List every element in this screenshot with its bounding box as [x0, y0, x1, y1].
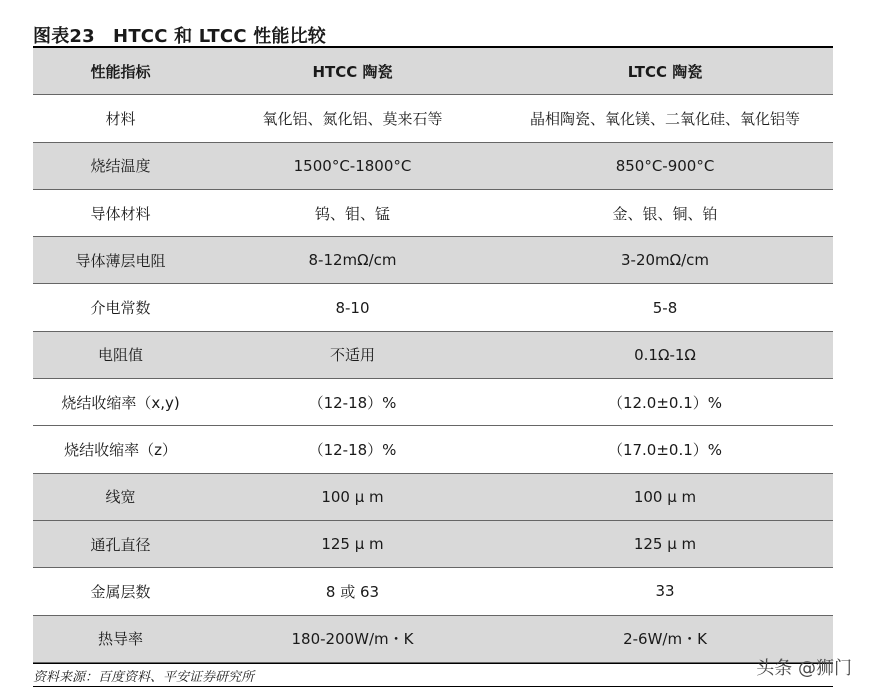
cell-ltcc: 晶相陶瓷、氧化镁、二氧化硅、氧化铝等 — [497, 95, 833, 142]
cell-ltcc: 金、银、铜、铂 — [497, 189, 833, 236]
cell-metric: 烧结收缩率（x,y) — [33, 379, 208, 426]
cell-htcc: 氧化铝、氮化铝、莫来石等 — [208, 95, 497, 142]
table-row — [33, 520, 833, 567]
table-row — [33, 284, 833, 331]
cell-metric: 介电常数 — [33, 284, 208, 331]
source-note: 资料来源：百度资料、平安证券研究所 — [33, 670, 255, 685]
cell-metric: 通孔直径 — [33, 520, 208, 567]
cell-ltcc: 850°C-900°C — [497, 142, 833, 189]
cell-htcc: 不适用 — [208, 331, 497, 378]
cell-htcc: （12-18）% — [208, 426, 497, 473]
cell-htcc: 1500°C-1800°C — [208, 142, 497, 189]
table-row — [33, 426, 833, 473]
cell-metric: 导体薄层电阻 — [33, 237, 208, 284]
cell-ltcc: 2-6W/m・K — [497, 615, 833, 662]
cell-htcc: （12-18）% — [208, 379, 497, 426]
footer-rule — [33, 663, 833, 664]
cell-ltcc: 100 μ m — [497, 473, 833, 520]
cell-ltcc: 5-8 — [497, 284, 833, 331]
header-ltcc: LTCC 陶瓷 — [497, 48, 833, 95]
table-row — [33, 331, 833, 378]
header-htcc: HTCC 陶瓷 — [208, 48, 497, 95]
source-rule — [33, 686, 833, 687]
cell-htcc: 钨、钼、锰 — [208, 189, 497, 236]
cell-ltcc: （12.0±0.1）% — [497, 379, 833, 426]
table-row — [33, 189, 833, 236]
cell-htcc: 8 或 63 — [208, 568, 497, 615]
cell-htcc: 125 μ m — [208, 520, 497, 567]
watermark: 头条 @狮门 — [756, 658, 852, 679]
cell-metric: 电阻值 — [33, 331, 208, 378]
cell-metric: 线宽 — [33, 473, 208, 520]
cell-htcc: 180-200W/m・K — [208, 615, 497, 662]
header-metric: 性能指标 — [33, 48, 208, 95]
cell-metric: 热导率 — [33, 615, 208, 662]
table-row — [33, 473, 833, 520]
cell-metric: 金属层数 — [33, 568, 208, 615]
cell-ltcc: 125 μ m — [497, 520, 833, 567]
cell-ltcc: （17.0±0.1）% — [497, 426, 833, 473]
table-title: 图表23 HTCC 和 LTCC 性能比较 — [33, 26, 326, 47]
cell-htcc: 8-12mΩ/cm — [208, 237, 497, 284]
table-row — [33, 379, 833, 426]
cell-htcc: 8-10 — [208, 284, 497, 331]
cell-metric: 导体材料 — [33, 189, 208, 236]
table-row — [33, 568, 833, 615]
cell-ltcc: 0.1Ω-1Ω — [497, 331, 833, 378]
table-header-row — [33, 48, 833, 95]
cell-ltcc: 3-20mΩ/cm — [497, 237, 833, 284]
table-row — [33, 615, 833, 662]
table-row — [33, 95, 833, 142]
cell-htcc: 100 μ m — [208, 473, 497, 520]
comparison-table — [33, 48, 833, 663]
cell-metric: 烧结收缩率（z） — [33, 426, 208, 473]
cell-ltcc: 33 — [497, 568, 833, 615]
cell-metric: 烧结温度 — [33, 142, 208, 189]
cell-metric: 材料 — [33, 95, 208, 142]
table-row — [33, 237, 833, 284]
table-row — [33, 142, 833, 189]
